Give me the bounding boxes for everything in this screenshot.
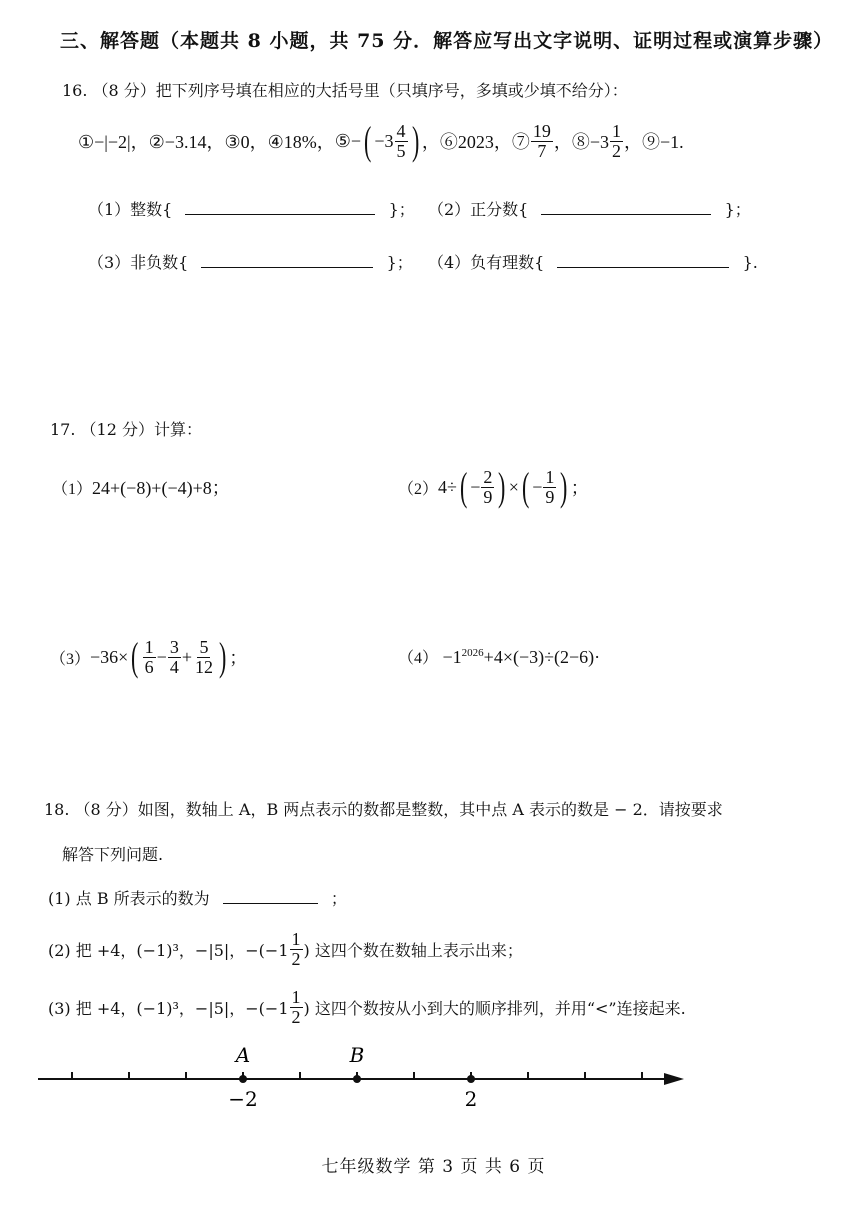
q17-part-2 bbox=[398, 458, 589, 516]
q17-header: 17. （12 分）计算： bbox=[50, 420, 202, 439]
q16-item-3: ③0， bbox=[224, 132, 268, 152]
left-paren: ( bbox=[131, 634, 139, 679]
expression-start: −36× bbox=[90, 646, 129, 667]
part-end: ) 这四个数在数轴上表示出来； bbox=[303, 940, 523, 960]
numerator: 1 bbox=[144, 636, 154, 657]
q18-part-3 bbox=[48, 984, 686, 1030]
set-close: }； bbox=[388, 200, 415, 219]
fraction bbox=[193, 638, 215, 677]
q16-number-list bbox=[78, 113, 684, 169]
tick-label-two: 2 bbox=[464, 1087, 478, 1111]
fraction bbox=[481, 468, 494, 507]
q16-set-negative-rationals bbox=[428, 250, 758, 273]
q16-item-9: ，⑨−1. bbox=[624, 132, 684, 152]
exponent: 2026 bbox=[461, 647, 484, 659]
q16-item-6: ，⑥2023，⑦ bbox=[421, 132, 530, 152]
denominator: 4 bbox=[169, 656, 179, 677]
numerator: 2 bbox=[483, 466, 493, 487]
set-close: }. bbox=[742, 253, 758, 272]
number-line bbox=[0, 1036, 867, 1116]
q16-item-5-whole: −3 bbox=[374, 130, 394, 151]
expression-start: −1 bbox=[442, 647, 462, 667]
set-label: （3）非负数{ bbox=[88, 253, 189, 272]
fraction bbox=[543, 468, 556, 507]
axis-arrow-icon bbox=[664, 1073, 684, 1085]
numerator: 3 bbox=[169, 636, 179, 657]
answer-blank[interactable] bbox=[201, 253, 373, 268]
numerator: 1 bbox=[291, 986, 301, 1007]
point-a-label: A bbox=[235, 1043, 251, 1067]
q17-part-3 bbox=[50, 628, 247, 686]
part-label: （4） bbox=[398, 650, 439, 667]
q16-item-8-prefix: ，⑧−3 bbox=[553, 132, 609, 152]
part-label: （1） bbox=[52, 480, 93, 498]
answer-blank[interactable] bbox=[185, 200, 375, 215]
left-paren: ( bbox=[521, 464, 530, 509]
numerator: 1 bbox=[545, 466, 555, 487]
numerator: 19 bbox=[532, 120, 551, 141]
q16-item-5-fraction bbox=[395, 122, 408, 161]
numerator: 4 bbox=[396, 120, 406, 141]
page-footer: 七年级数学 第 3 页 共 6 页 bbox=[321, 1157, 546, 1177]
denominator: 9 bbox=[483, 486, 493, 507]
q16-item-8-fraction bbox=[610, 122, 623, 161]
q18-header-line2: 解答下列问题. bbox=[62, 845, 164, 864]
left-paren: ( bbox=[364, 118, 372, 163]
times-sign: × bbox=[508, 476, 519, 497]
set-close: }； bbox=[724, 200, 751, 219]
minus-sign: − bbox=[156, 646, 167, 667]
part-text: (3) 把 +4，(−1)³，−|5|，−(−1 bbox=[48, 998, 289, 1018]
denominator: 7 bbox=[537, 140, 547, 161]
q16-set-non-negative bbox=[88, 250, 413, 273]
fraction bbox=[143, 638, 156, 677]
q17-part-4 bbox=[398, 645, 600, 668]
part-label: （2） bbox=[398, 480, 439, 498]
set-label: （1）整数{ bbox=[88, 200, 173, 219]
denominator: 12 bbox=[194, 656, 213, 677]
q18-part-1 bbox=[48, 886, 347, 909]
answer-blank[interactable] bbox=[541, 200, 711, 215]
point-b-label: B bbox=[349, 1043, 365, 1067]
left-paren: ( bbox=[459, 464, 468, 509]
denominator: 2 bbox=[291, 1006, 301, 1027]
right-paren: ) bbox=[411, 118, 419, 163]
numerator: 1 bbox=[612, 120, 621, 141]
q16-item-2: ②−3.14， bbox=[148, 132, 225, 152]
q16-set-integers bbox=[88, 197, 415, 220]
numerator: 5 bbox=[199, 636, 209, 657]
expression-end: +4×(−3)÷(2−6)· bbox=[483, 647, 601, 667]
expression-end: ； bbox=[229, 648, 248, 668]
denominator: 6 bbox=[144, 656, 154, 677]
q16-item-7-fraction bbox=[531, 122, 553, 161]
denominator: 5 bbox=[396, 140, 406, 161]
point-b-dot bbox=[353, 1075, 361, 1083]
right-paren: ) bbox=[560, 464, 568, 509]
part-label: （3） bbox=[50, 650, 91, 668]
right-paren: ) bbox=[218, 634, 227, 679]
denominator: 2 bbox=[612, 140, 621, 161]
part-text: (2) 把 +4，(−1)³，−|5|，−(−1 bbox=[48, 940, 289, 960]
answer-blank[interactable] bbox=[223, 889, 318, 904]
q18-part-2 bbox=[48, 926, 523, 972]
denominator: 2 bbox=[291, 948, 301, 969]
q18-header-line1: 18. （8 分）如图，数轴上 A，B 两点表示的数都是整数，其中点 A 表示的数是 − 2．请按要求 bbox=[44, 800, 723, 819]
part-text: (1) 点 B 所表示的数为 bbox=[48, 889, 210, 908]
expression: 24+(−8)+(−4)+8； bbox=[92, 478, 230, 498]
plus-sign: + bbox=[181, 646, 192, 667]
point-a-dot bbox=[239, 1075, 247, 1083]
minus-sign: − bbox=[470, 476, 481, 497]
fraction bbox=[290, 988, 303, 1027]
part-end: ) 这四个数按从小到大的顺序排列，并用“<”连接起来. bbox=[303, 998, 686, 1018]
part-end: ； bbox=[330, 889, 347, 908]
expression-end: ； bbox=[570, 478, 589, 498]
minus-sign: − bbox=[532, 476, 543, 497]
right-paren: ) bbox=[498, 464, 506, 509]
q16-item-4: ④18%， bbox=[267, 132, 335, 152]
denominator: 9 bbox=[545, 486, 555, 507]
numerator: 1 bbox=[291, 928, 301, 949]
q16-header: 16. （8 分）把下列序号填在相应的大括号里（只填序号，多填或少填不给分）： bbox=[62, 81, 628, 100]
section-title: 三、解答题（本题共 8 小题，共 75 分．解答应写出文字说明、证明过程或演算步骤） bbox=[60, 30, 834, 52]
point-two-dot bbox=[467, 1075, 475, 1083]
set-label: （2）正分数{ bbox=[428, 200, 529, 219]
q17-part-1 bbox=[52, 462, 230, 512]
fraction bbox=[168, 638, 181, 677]
expression-start: 4÷ bbox=[438, 476, 457, 497]
q16-item-1: ①−|−2|， bbox=[78, 132, 149, 152]
answer-blank[interactable] bbox=[557, 253, 729, 268]
q16-set-positive-fractions bbox=[428, 197, 751, 220]
set-label: （4）负有理数{ bbox=[428, 253, 545, 272]
set-close: }； bbox=[386, 253, 413, 272]
fraction bbox=[290, 930, 303, 969]
q16-item-5-prefix: ⑤− bbox=[334, 130, 362, 151]
tick-label-minus-two: −2 bbox=[228, 1087, 258, 1111]
